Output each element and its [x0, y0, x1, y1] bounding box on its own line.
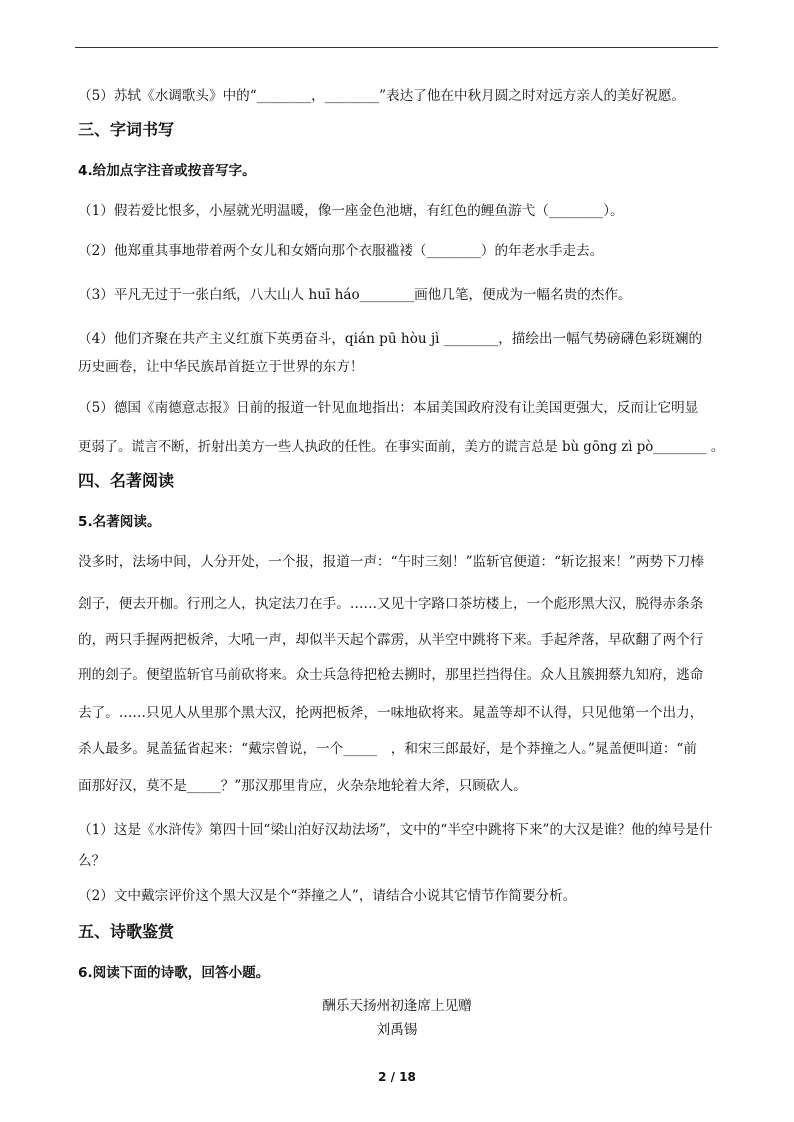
poem-author: 刘禹锡: [376, 1022, 418, 1038]
passage-line: 面那好汉，莫不是_____？”那汉那里肯应，火杂杂地轮着大斧，只顾砍人。: [78, 778, 527, 794]
question-line: （2）他郑重其事地带着两个女儿和女婿向那个衣服褴褛（________）的年老水手走去。: [78, 243, 604, 259]
header-rule: [75, 47, 718, 48]
question-line: （5）德国《南德意志报》日前的报道一针见血地指出：本届美国政府没有让美国更强大，反而让它明显: [78, 400, 699, 416]
section-heading: 五、诗歌鉴赏: [78, 922, 175, 941]
passage-line: 杀人最多。晁盖猛省起来：“戴宗曾说，一个_____ ，和宋三郎最好，是个莽撞之人。”晁盖便叫道：“前: [78, 741, 697, 757]
passage-line: 的，两只手握两把板斧，大吼一声，却似半天起个霹雳，从半空中跳将下来。手起斧落，早砍翻了两个行: [78, 632, 704, 648]
question-line: 历史画卷，让中华民族昂首挺立于世界的东方！: [78, 359, 364, 375]
question-line: （1）这是《水浒传》第四十回“梁山泊好汉劫法场”，文中的“半空中跳将下来”的大汉是谁？他的绰号是什: [78, 822, 713, 838]
passage-line: 刽子，便去开枷。行刑之人，执定法刀在手。……又见十字路口茶坊楼上，一个彪形黑大汉，脱得赤条条: [78, 596, 704, 612]
question-line: 更弱了。谎言不断，折射出美方一些人执政的任性。在事实面前，美方的谎言总是 bù gōng zì pò________ 。: [78, 439, 725, 455]
question-line: （4）他们齐聚在共产主义红旗下英勇奋斗，qián pū hòu jì ________，描绘出一幅气势磅礴色彩斑斓的: [78, 331, 703, 347]
question-title: 5.名著阅读。: [78, 514, 161, 530]
question-line: （1）假若爱比恨多，小屋就光明温暖，像一座金色池塘，有红色的鲤鱼游弋（________）。: [78, 203, 624, 219]
question-line: （5）苏轼《水调歌头》中的“________，________”表达了他在中秋月圆之时对远方亲人的美好祝愿。: [78, 88, 686, 104]
passage-line: 去了。……只见人从里那个黑大汉，抡两把板斧，一味地砍将来。晁盖等却不认得，只见他第一个出力，: [78, 705, 704, 721]
poem-title: 酬乐天扬州初逢席上见赠: [322, 998, 472, 1014]
passage-line: 没多时，法场中间，人分开处，一个报，报道一声：“午时三刻！”监斩官便道：“斩讫报来！”两势下刀棒: [78, 554, 704, 570]
page-number: 2 / 18: [378, 1070, 416, 1084]
question-title: 6.阅读下面的诗歌，回答小题。: [78, 965, 270, 981]
question-line: 么？: [78, 853, 106, 869]
section-heading: 三、字词书写: [78, 120, 175, 139]
question-title: 4.给加点字注音或按音写字。: [78, 163, 256, 179]
passage-line: 刑的刽子。便望监斩官马前砍将来。众士兵急待把枪去搠时，那里拦挡得住。众人且簇拥蔡九知府，逃命: [78, 667, 704, 683]
question-line: （2）文中戴宗评价这个黑大汉是个“莽撞之人”，请结合小说其它情节作简要分析。: [78, 888, 577, 904]
question-line: （3）平凡无过于一张白纸，八大山人 huī háo________画他几笔，便成为一幅名贵的杰作。: [78, 287, 632, 303]
section-heading: 四、名著阅读: [78, 471, 175, 490]
